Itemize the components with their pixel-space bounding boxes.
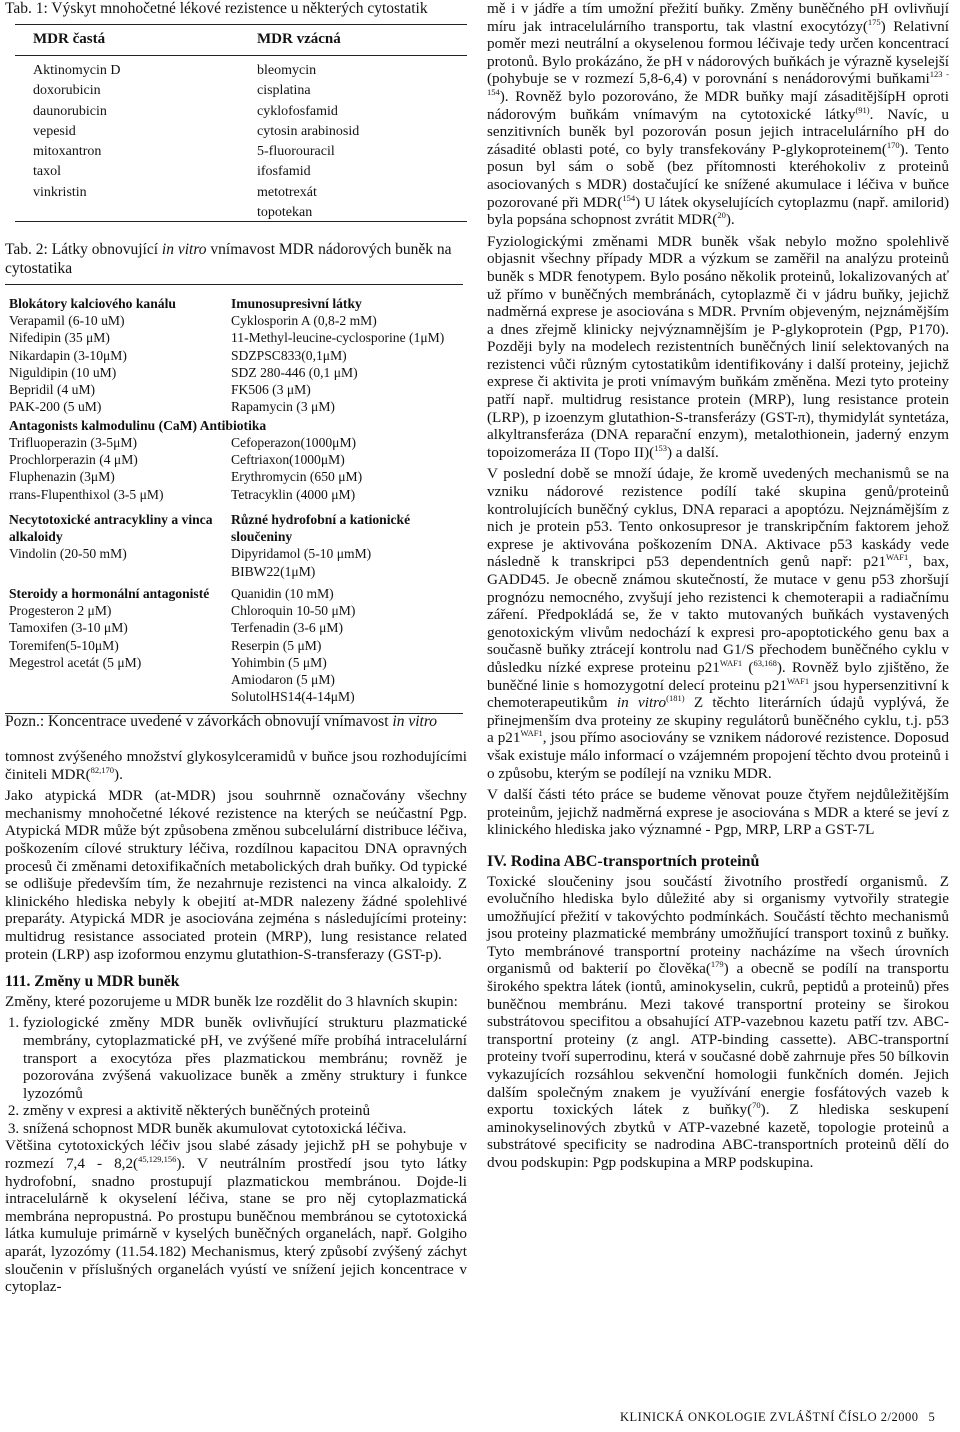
table2-group-list [9, 545, 229, 562]
table1-item: vinkristin [33, 184, 87, 200]
table2-item: Cefoperazon(1000μM) [231, 435, 357, 450]
table2-item: SDZ 280-446 (0,1 μM) [231, 364, 358, 380]
table2-item: Terfenadin (3-6 μM) [231, 620, 344, 636]
citation: 82,170 [90, 764, 115, 775]
text-run: . Navíc, u senzitivních buněk byl pozorován posun jejich intracelulárního pH do zásadité oblasti poté, co byly transfekovány P-glykoproteinem( [487, 105, 950, 158]
citation: (91) [855, 104, 870, 115]
text-run: jsou hypersenzitivní k chemoterapeutikům [487, 676, 949, 712]
left-body-text [5, 748, 467, 1300]
text-emphasis: in vitro [616, 694, 667, 712]
table2-item: Megestrol acetát (5 μM) [9, 654, 142, 670]
text-run: ( [742, 658, 754, 676]
table2-group-list [231, 312, 461, 415]
paragraph [487, 465, 949, 782]
text-run: Většina cytotoxických léčiv jsou slabé zásady jejichž pH se pohybuje v rozmezí 7,4 - 8,2( [5, 1137, 467, 1173]
table2-item: SolutolHS14(4-14μM) [231, 689, 355, 705]
table2-item: Yohimbin (5 μM) [231, 654, 327, 670]
table2-item: Trifluoperazin (3-5μM) [9, 435, 137, 450]
table2-item: Verapamil (6-10 uM) [9, 313, 125, 329]
table2-group-list [231, 545, 461, 579]
table2-item: Bepridil (4 uM) [9, 382, 96, 398]
table2-caption-em: in vitro [161, 241, 207, 258]
table1-item: vepesid [33, 123, 76, 139]
table2-caption [5, 240, 467, 278]
table2-group-heading: Imunosupresivní látky [231, 296, 362, 311]
paragraph: Jako atypická MDR (at-MDR) jsou souhrnně označovány všechny mechanismy mnohočetné lékové rezistence na kterých se neúčastní Pgp. Atypická MDR může být způsobena změnou subcelulární distribuce léčiva, poškozením cílové struktury léčiva, rozdílnou kapacitou DNA opravných procesů či změnami detoxifikačních metabolických drah buňky. Od typické se odlišuje především tím, že nezahrnuje rezistenci na vinca alkaloidy. Z klinického hlediska nebyly k obejití at-MDR nalezeny žádné spolehlivé preparáty. Atypická MDR je asociována zejména s následujícími proteiny: multidrug resistance associated protein (MRP), lung resistance related protein (LRP) asp izoformou enzymu glutathion-S-transferazy (GST-p). [5, 787, 467, 963]
table2-group-heading: Blokátory kalciového kanálu [9, 296, 176, 311]
citation: 123 - 154 [487, 69, 949, 97]
table2-item: Prochlorperazin (4 μM) [9, 452, 138, 468]
list-item: 3. snížená schopnost MDR buněk akumulovat cytotoxická léčiva. [23, 1120, 467, 1138]
table2-group-heading: Různé hydrofobní a kationické sloučeniny [231, 512, 411, 545]
text-run: ) a obecně se podílí na transportu širokého spektra látek (iontů, aminokyselin, cukrů, peptidů a proteinů) přes buněčnou membránu. Mezi takové transportní proteiny se širokou substrátovou specifitou a obsahující ATP-vazebnou kazetu patří tzv. ABC-transportní proteiny (z angl. ATP-binding cassette). ABC-transportní proteiny tvoří superrodinu, která v současné době zahrnuje přes 50 bílkovin vykazujících rozsáhlou sekvenční homologii funkčních domén. Jejich dalším společným znakem je využívání energie fosfátových vazeb k exportu toxických látek z buňky( [487, 960, 949, 1119]
table2-group-anthracyclines [9, 511, 459, 581]
citation: 175 [867, 16, 881, 27]
table2-group-left [9, 434, 229, 503]
table2-item: Ceftriaxon(1000μM) [231, 452, 345, 468]
text-run: ) U látek okyselujících cytoplazmu (např. amilorid) byla popsána schopnost zvrátit MDR( [487, 193, 950, 229]
table2-group-list [231, 434, 461, 503]
table2-group-heading: Steroidy a hormonální antagonisté [9, 586, 210, 601]
table2-caption-pre: Tab. 2: Látky obnovující [5, 241, 162, 258]
table2-note [5, 712, 437, 731]
changes-list [5, 1014, 467, 1137]
text-run: ). [725, 211, 735, 229]
table2-item: Toremifen(5-10μM) [9, 637, 119, 653]
citation: 153 [654, 442, 667, 453]
table2-group-right [231, 585, 461, 705]
paragraph [5, 748, 467, 783]
table2-group-list [9, 602, 229, 671]
table2-item: Chloroquin 10-50 μM) [231, 603, 356, 619]
table2-item: SDZPSC833(0,1μM) [231, 347, 347, 363]
table2-item: Niguldipin (10 uM) [9, 364, 117, 380]
table2-group-list [231, 602, 461, 705]
text-run: , jsou přímo asociovány se vznikem nádorové rezistence. Doposud však existuje málo informací o vzájemném propojení těchto dvou proteinů i o způsobu, kterým se podílejí na vzniku MDR. [487, 729, 949, 782]
text-run: ). Z hlediska seskupení aminokyselinových zbytků v ATP-vazebné kazetě, topologie proteinů a substrátové specificity se nadrodina ABC-transportních proteinů dělí do dvou podskupin: Pgp podskupina a MRP podskupina. [487, 1101, 949, 1171]
table2-item: Vindolin (20-50 mM) [9, 546, 127, 562]
table2-group-list [9, 312, 229, 415]
table2-group-right [231, 434, 461, 503]
table1-caption: Tab. 1: Výskyt mnohočetné lékové rezistence u některých cytostatik [5, 0, 428, 17]
paragraph [487, 0, 949, 229]
text-run: ) Relativní poměr mezi neutrální a okyselenou formou léčivaje tedy určen koncentrací protonů. Bylo prokázáno, že pH v nádorových buňkách je výrazně kyselejší (pohybuje se v rozmezí 5,8-6,4) v porovnání s nenádorovými buňkami [487, 17, 949, 88]
page-footer [620, 1410, 935, 1425]
table1-item: doxorubicin [33, 83, 101, 99]
text-run: tomnost zvýšeného množství glykosylceramidů v buňce jsou rozhodujícími činiteli MDR( [5, 748, 467, 783]
list-item: 1. fyziologické změny MDR buněk ovlivňující strukturu plazmatické membrány, cytoplazmatické pH, ve zvýšené míře probíhá intracelulární transport a exocytóza přes plazmatickou membránu; rovněž je pozorována zvýšená vakuolizace buněk a změny struktury i funkce lyzozómů [23, 1014, 467, 1102]
table2-item: rrans-Flupenthixol (3-5 μM) [9, 486, 164, 502]
table2-item: Rapamycin (3 μM) [231, 399, 335, 415]
journal-name: KLINICKÁ ONKOLOGIE ZVLÁŠTNÍ ČÍSLO 2/2000 [620, 1410, 919, 1424]
table1-item: cisplatina [257, 83, 311, 99]
table1-item: Aktinomycin D [33, 63, 121, 78]
table2-item: Reserpin (5 μM) [231, 637, 322, 653]
table2-item: Tamoxifen (3-10 μM) [9, 620, 128, 636]
table1-item: daunorubicin [33, 103, 107, 119]
table2-group-right [231, 295, 461, 415]
superscript: WAF1 [719, 657, 743, 668]
table1-item: mitoxantron [33, 144, 102, 160]
list-item: 2. změny v expresi a aktivitě některých buněčných proteinů [23, 1102, 467, 1120]
table2-group-calcium [9, 295, 459, 415]
table1-item: ifosfamid [257, 164, 311, 180]
table2-note-em: in vitro [392, 713, 438, 730]
table1 [15, 24, 467, 222]
table2-group-calmodulin [9, 417, 459, 503]
citation: 154 [622, 192, 636, 203]
table2-item: FK506 (3 μM) [231, 382, 311, 398]
section-heading: 111. Změny u MDR buněk [5, 973, 180, 991]
table2-item: Dipyridamol (5-10 μmM) [231, 546, 372, 562]
table2-group-heading: Antagonists kalmodulinu (CaM) Antibiotika [9, 418, 267, 433]
text-run: Toxické sloučeniny jsou součástí životního prostředí organismů. Z evolučního hlediska bylo důležité aby si organismy vytvořily strategie umožňující přežití v takovýchto podmínkách. Součástí těchto mechanismů jsou proteiny plazmatické membrány umožňující transport toxinů z buňky. Tyto membránové transportní proteiny nacházíme na všech úrovních organismů od bakterií po člověka( [487, 872, 949, 978]
text-run: , bax, GADD45. Je obecně známou skutečností, že mutace v genu p53 zhoršují prognózu nemocného, zvyšují jeho rezistenci k chemoterapii a radiačnímu záření. Předpokládá se, že v takto mutovaných buňkách vystavených genotoxickým vlivům nedochází k expresi pro-apoptotického genu bax a současně buňky ztrácejí kontrolu nad G1/S přechodem buněčného cyklu v důsledku nízké exprese proteinu p21 [487, 553, 949, 676]
paragraph [487, 873, 949, 1172]
table1-item: topotekan [257, 205, 313, 221]
citation: (181) [666, 693, 685, 704]
paragraph [5, 1137, 467, 1295]
paragraph [487, 233, 949, 462]
text-run: V poslední době se množí údaje, že kromě uvedených mechanismů se na vzniku nádorové rezistence podílí také skupina genů/proteinů kontrolujících buněčný cyklus, DNA reparaci a apoptózu. Nejznámějším z nich je protein p53. Tento onkosupresor je transkripčním faktorem jehož exprese je aktivována poškozením DNA. Aktivace p53 kaskády vede následně k transkripci p53 dependentních genů např: p21 [487, 465, 949, 571]
table2-group-list [9, 434, 229, 503]
table2-item: PAK-200 (5 uM) [9, 399, 102, 415]
table2-item: BIBW22(1μM) [231, 563, 316, 579]
citation: 63,168 [753, 657, 777, 668]
table1-item: metotrexát [257, 184, 317, 200]
table2-group-left [9, 511, 229, 563]
table2-item: Tetracyklin (4000 μM) [231, 486, 356, 502]
text-run: ) a další. [666, 443, 719, 461]
text-run: ). Tento posun byl sám o sobě (bez přítomnosti kteréhokoliv z proteinů asociovaných s MDR) dostačující ke snížené akumulace i léčiva v buňce pozorované při MDR( [487, 140, 949, 211]
right-body-text [487, 0, 949, 1176]
text-run: Z těchto literárních údajů vyplývá, že přinejmenším dva proteiny ze skupiny regulátorů buněčného cyklu, t.j. p53 a p21 [487, 694, 949, 747]
table1-header-right: MDR vzácná [257, 31, 341, 47]
citation: 20 [717, 210, 726, 221]
table1-item: bleomycin [257, 63, 317, 78]
section-heading: IV. Rodina ABC-transportních proteinů [487, 852, 760, 870]
table2 [5, 284, 463, 714]
text-run: ). V neutrálním prostředí jsou tyto látky hydrofobní, snadno prostupují plazmatickou membránou. Dojde-li intracelulárně k okyselení léčiva, stane se pro něj cytoplazmatická membrána nepropustná. Po prostupu buněčnou membránou se cytotoxická látka kumuluje primárně v kyselých buněčných organelách, např. Golgiho aparát, lyzozómy (11.54.182) Mechanismus, který způsobí zvýšený záchyt sloučenin v příslušných organelách vyústí ve snížení jejich koncentrace v cytoplaz- [5, 1155, 467, 1296]
table2-item: Progesteron 2 μM) [9, 603, 112, 619]
table1-header-rule [15, 55, 467, 56]
table1-list-frequent [33, 61, 121, 203]
citation: 179 [710, 959, 724, 970]
table1-item: 5-fluorouracil [257, 144, 335, 160]
superscript: WAF1 [886, 552, 909, 563]
table1-item: taxol [33, 164, 61, 180]
superscript: WAF1 [786, 675, 810, 686]
table2-item: 11-Methyl-leucine-cyclosporine (1μM) [231, 330, 445, 346]
table2-note-text: Pozn.: Koncentrace uvedené v závorkách obnovují vnímavost [5, 713, 393, 730]
citation: 70 [752, 1100, 761, 1111]
citation: 45,129,156 [138, 1154, 177, 1164]
table2-item: Nifedipin (35 μM) [9, 330, 110, 346]
table2-item: Nikardapin (3-10μM) [9, 347, 127, 363]
table1-header-left: MDR častá [33, 31, 106, 47]
table2-item: Quanidin (10 mM) [231, 586, 334, 601]
table2-item: Erythromycin (650 μM) [231, 469, 363, 485]
table1-item: cytosin arabinosid [257, 123, 360, 139]
text-run: ). Rovněž bylo zjištěno, že buněčné linie s homozygotní delecí proteinu p21 [487, 658, 949, 694]
table2-group-heading: Necytotoxické antracykliny a vinca alkaloidy [9, 512, 213, 545]
paragraph: Změny, které pozorujeme u MDR buněk lze rozdělit do 3 hlavních skupin: [5, 992, 458, 1010]
table2-item: Fluphenazin (3μM) [9, 469, 115, 485]
table2-caption-post: vnímavost MDR nádorových buněk na cytostatika [5, 241, 452, 277]
table2-item: Amiodaron (5 μM) [231, 672, 335, 688]
text-run: mě i v jádře a tím umožní přežití buňky. Změny buněčného pH ovlivňují míru jak intracelulárního transportu, tak vlastní exocytózy( [487, 0, 949, 35]
page-number: 5 [928, 1410, 936, 1424]
paragraph: V další části této práce se budeme věnovat pouze čtyřem nejdůležitějším proteinům, jejichž nadměrná exprese je asociována s MDR a které se jeví z klinického hlediska jako významné - Pgp, MRP, LRP a GST-7L [487, 786, 949, 839]
table2-group-steroids [9, 585, 459, 709]
table2-group-left [9, 585, 229, 671]
text-run: ). [114, 765, 123, 783]
table2-group-right [231, 511, 461, 580]
text-run: ). Rovněž bylo pozorováno, že MDR buňky mají zásaditějšípH oproti nádorovým buňkám vnímavým na cytotoxické látky [487, 87, 949, 123]
table2-item: Cyklosporin A (0,8-2 mM) [231, 313, 377, 329]
citation: 170 [886, 139, 900, 150]
table1-item: cyklofosfamid [257, 103, 338, 119]
superscript: WAF1 [520, 728, 543, 739]
table1-list-rare [257, 61, 359, 223]
text-run: Fyziologickými změnami MDR buněk však nebylo možno spolehlivě objasnit všechny případy MDR a výzkum se zaměřil na analýzu proteinů buněk s MDR fenotypem. Bylo posáno několik proteinů, lokalizovaných ať už přímo v buněčných membránách, cytoplazmě či v jádru buňky, jejichž nadměrná exprese je asociována s MDR. Prvním objeveným, nejznámějším a dnes zřejmě klinicky nejvýznamnějším je P-glykoprotein (Pgp, P170). Později byly na modelech rezistentních buněčných linií selektovaných na rezistenci vůči různým cytostatikům identifikovány i další proteiny, jejichž exprese či aktivita je proti vnímavým buňkám změněna. Mezi tyto proteiny patří např. multidrug resistance protein (MRP), lung resistance protein (LRP), p izoenzym glutathion-S-transferázy (GST-π), thymidylát syntetáza, alkyltransferáza (DNA reparační enzym), metalothionein, jaderný enzym topoizomeráza II (Topo II)( [487, 232, 949, 461]
table2-group-left [9, 295, 229, 415]
